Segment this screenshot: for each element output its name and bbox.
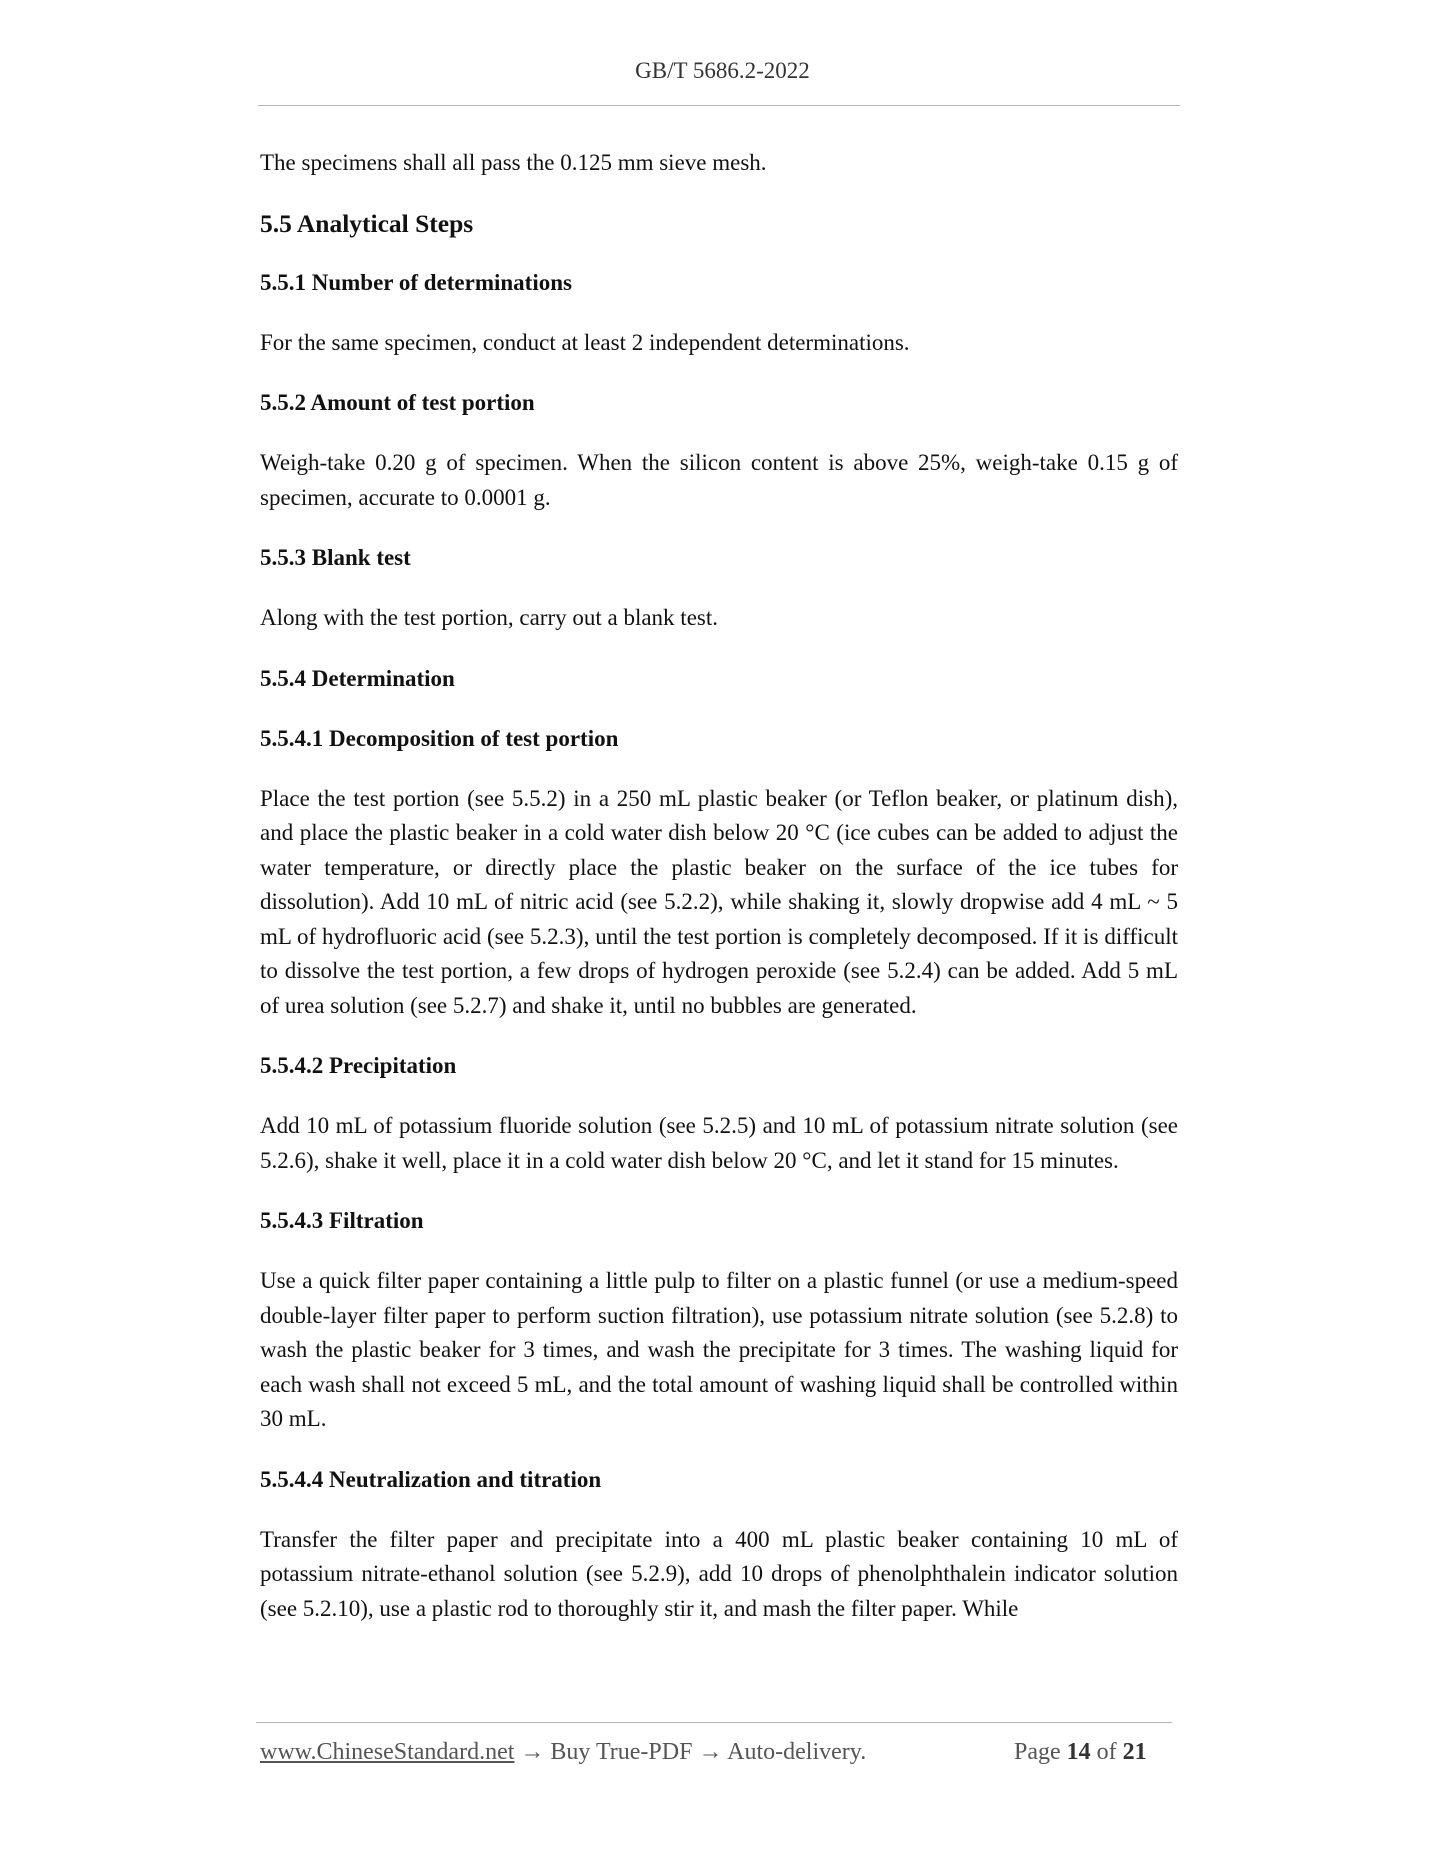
paragraph-5-5-4-3: Use a quick filter paper containing a little pulp to filter on a plastic funnel (or use a medium-speed double-layer filter paper to perform suction filtration), use potassium nitrate solution (see 5.2.8) to wash the plastic beaker for 3 times, and wash the precipitate for 3 times. The washing liquid for each wash shall not exceed 5 mL, and the total amount of washing liquid shall be controlled within 30 mL. bbox=[260, 1268, 1178, 1431]
heading-5-5-2: 5.5.2 Amount of test portion bbox=[260, 390, 535, 415]
footer-promo bbox=[260, 1739, 866, 1766]
paragraph-5-5-2: Weigh-take 0.20 g of specimen. When the silicon content is above 25%, weigh-take 0.15 g of specimen, accurate to 0.0001 g. bbox=[260, 450, 1178, 510]
footer-divider bbox=[256, 1722, 1172, 1723]
heading-5-5-4: 5.5.4 Determination bbox=[260, 665, 455, 691]
page-of-label: of bbox=[1096, 1739, 1117, 1765]
paragraph-5-5-1: For the same specimen, conduct at least 2 independent determinations. bbox=[260, 329, 910, 355]
heading-5-5-3: 5.5.3 Blank test bbox=[260, 545, 411, 570]
page-indicator bbox=[1014, 1739, 1147, 1766]
arrow-right-icon: → bbox=[520, 1739, 545, 1765]
paragraph-intro: The specimens shall all pass the 0.125 mm sieve mesh. bbox=[260, 150, 767, 175]
paragraph-5-5-4-2: Add 10 mL of potassium fluoride solution (see 5.2.5) and 10 mL of potassium nitrate solution (see 5.2.6), shake it well, place it in a cold water dish below 20 °C, and let it stand for 15 minutes. bbox=[260, 1113, 1178, 1173]
arrow-right-icon: → bbox=[698, 1739, 723, 1765]
page-total: 21 bbox=[1122, 1739, 1147, 1765]
heading-5-5-4-3: 5.5.4.3 Filtration bbox=[260, 1208, 424, 1233]
page-label: Page bbox=[1014, 1739, 1061, 1765]
page-number: 14 bbox=[1066, 1739, 1091, 1765]
paragraph-5-5-3: Along with the test portion, carry out a blank test. bbox=[260, 605, 718, 630]
heading-5-5-1: 5.5.1 Number of determinations bbox=[260, 269, 572, 295]
page-header-doc-id: GB/T 5686.2-2022 bbox=[635, 58, 810, 83]
footer-buy-text: Buy True-PDF bbox=[550, 1739, 693, 1765]
heading-5-5: 5.5 Analytical Steps bbox=[260, 208, 474, 238]
paragraph-5-5-4-4: Transfer the filter paper and precipitate into a 400 mL plastic beaker containing 10 mL of potassium nitrate-ethanol solution (see 5.2.9), add 10 drops of phenolphthalein indicator solution (see 5.2.10), use a plastic rod to thoroughly stir it, and mash the filter paper. While bbox=[260, 1526, 1178, 1621]
footer-delivery-text: Auto-delivery. bbox=[727, 1739, 867, 1765]
paragraph-5-5-4-1: Place the test portion (see 5.5.2) in a 250 mL plastic beaker (or Teflon beaker, or platinum dish), and place the plastic beaker in a cold water dish below 20 °C (ice cubes can be added to adjust the water temperature, or directly place the plastic beaker on the surface of the ice tubes for dissolution). Add 10 mL of nitric acid (see 5.2.2), while shaking it, slowly dropwise add 4 mL ~ 5 mL of hydrofluoric acid (see 5.2.3), until the test portion is completely decomposed. If it is difficult to dissolve the test portion, a few drops of hydrogen peroxide (see 5.2.4) can be added. Add 5 mL of urea solution (see 5.2.7) and shake it, until no bubbles are generated. bbox=[260, 785, 1178, 1018]
header-divider bbox=[258, 105, 1180, 106]
heading-5-5-4-2: 5.5.4.2 Precipitation bbox=[260, 1053, 457, 1078]
heading-5-5-4-4: 5.5.4.4 Neutralization and titration bbox=[260, 1466, 602, 1492]
heading-5-5-4-1: 5.5.4.1 Decomposition of test portion bbox=[260, 725, 619, 751]
chinesestandard-link[interactable]: www.ChineseStandard.net bbox=[260, 1739, 515, 1765]
document-body bbox=[260, 146, 1178, 1652]
